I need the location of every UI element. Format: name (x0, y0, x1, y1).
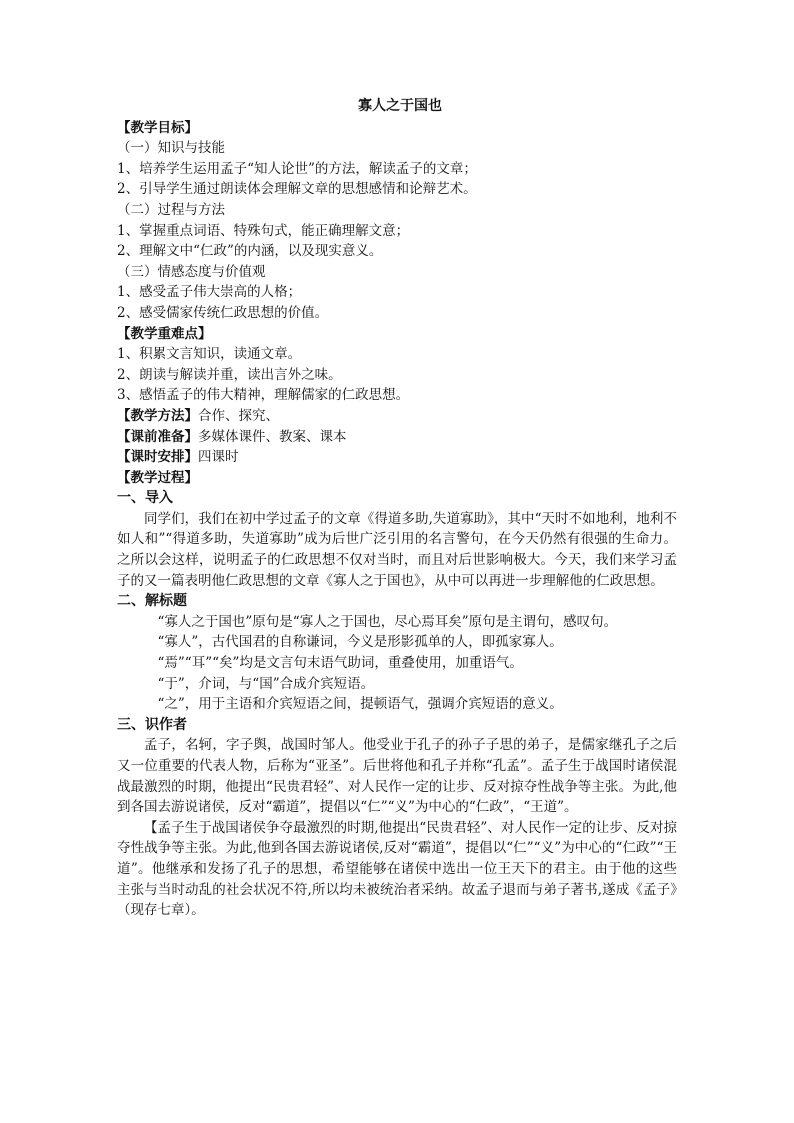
keypoints-item: 2、朗读与解读并重，读出言外之味。 (117, 366, 342, 383)
section-intro-title: 一、导入 (117, 490, 173, 507)
author-paragraph: 孟子，名轲，字子舆，战国时邹人。他受业于孔子的孙子子思的弟子，是儒家继孔子之后又一位重要的代表人物，后称为“亚圣”。后世将他和孔子并称“孔孟”。孟子生于战国时诸侯混战最激烈的时期，他提出“民贵君轻”、对人民作一定的让步、反对掠夺性战争等主张。为此,他到各国去游说诸侯，反对“霸道”，提倡以“仁”“义”为中心的“仁政”，“王道”。 (117, 737, 677, 816)
process-heading: 【教学过程】 (117, 469, 198, 486)
title-analysis-paragraph: “寡人”，古代国君的自称谦词，今义是形影孤单的人，即孤家寡人。 (157, 634, 563, 651)
section-author-title: 三、识作者 (117, 716, 187, 733)
keypoints-heading: 【教学重难点】 (117, 325, 212, 342)
title-analysis-paragraph: “之”，用于主语和介宾短语之间，提顿语气，强调介宾短语的意义。 (157, 696, 563, 713)
objectives-section-1-title: （一）知识与技能 (117, 140, 225, 157)
lesson-prep-label: 【课前准备】 (117, 428, 198, 445)
objectives-section-1-item: 1、培养学生运用孟子“知人论世”的方法，解读孟子的文章； (117, 160, 477, 177)
document-page (117, 96, 677, 921)
schedule-value: 四课时 (198, 449, 239, 466)
section-title-analysis-title: 二、解标题 (117, 593, 187, 610)
objectives-section-2-item: 2、理解文中“仁政”的内涵，以及现实意义。 (117, 243, 383, 260)
title-analysis-paragraph: “于”，介词，与“国”合成介宾短语。 (157, 675, 375, 692)
author-paragraph-bracketed: 【孟子生于战国诸侯争夺最激烈的时期,他提出“民贵君轻”、对人民作一定的让步、反对掠夺性战争等主张。为此,他到各国去游说诸侯,反对“霸道”，提倡以“仁”“义”为中心的“仁政”“王道”。他继承和发扬了孔子的思想，希望能够在诸侯中选出一位王天下的君主。由于他的这些主张与当时动乱的社会状况不符,所以均未被统治者采纳。故孟子退而与弟子著书,遂成《孟子》（现存七章）。 (117, 819, 677, 919)
objectives-section-2-item: 1、掌握重点词语、特殊句式，能正确理解文意； (117, 222, 410, 239)
schedule-row (117, 447, 677, 468)
document-title: 寡人之于国也 (358, 98, 442, 114)
title-analysis-paragraph: “焉”“耳”“矣”均是文言句末语气助词，重叠使用，加重语气。 (157, 655, 523, 672)
section-intro-text: 同学们，我们在初中学过孟子的文章《得道多助,失道寡助》，其中“天时不如地利，地利不如人和”“得道多助，失道寡助”成为后世广泛引用的名言警句，在今天仍然有很强的生命力。之所以会这样，说明孟子的仁政思想不仅对当时，而且对后世影响极大。今天，我们来学习孟子的又一篇表明他仁政思想的文章《寡人之于国也》，从中可以再进一步理解他的仁政思想。 (117, 510, 677, 589)
keypoints-item: 3、感悟孟子的伟大精神，理解儒家的仁政思想。 (117, 387, 410, 404)
objectives-section-3-item: 1、感受孟子伟大崇高的人格； (117, 284, 302, 301)
lesson-prep-value: 多媒体课件、教案、课本 (198, 428, 347, 445)
objectives-section-3-title: （三）情感态度与价值观 (117, 263, 266, 280)
objectives-section-3-item: 2、感受儒家传统仁政思想的价值。 (117, 304, 329, 321)
teaching-method-row (117, 406, 677, 427)
schedule-label: 【课时安排】 (117, 449, 198, 466)
lesson-prep-row (117, 427, 677, 448)
objectives-section-1-item: 2、引导学生通过朗读体会理解文章的思想感情和论辩艺术。 (117, 181, 477, 198)
teaching-method-label: 【教学方法】 (117, 407, 198, 424)
objectives-section-2-title: （二）过程与方法 (117, 201, 225, 218)
keypoints-item: 1、积累文言知识，读通文章。 (117, 346, 302, 363)
objectives-heading: 【教学目标】 (117, 119, 198, 136)
title-analysis-paragraph: “寡人之于国也”原句是“寡人之于国也，尽心焉耳矣”原句是主谓句，感叹句。 (157, 613, 618, 630)
teaching-method-value: 合作、探究、 (198, 407, 279, 424)
